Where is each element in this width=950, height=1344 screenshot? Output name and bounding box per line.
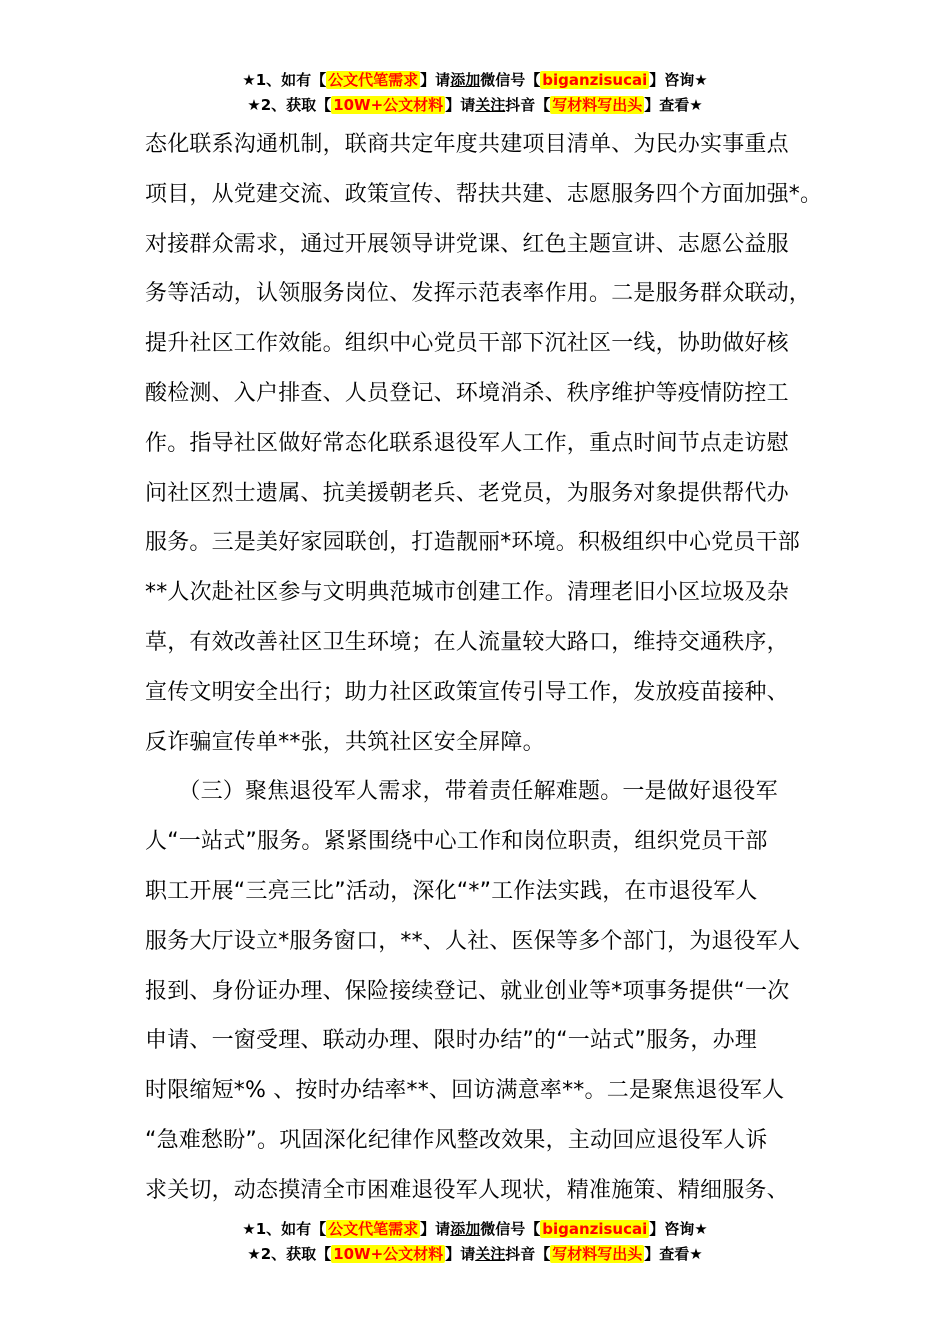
banner-text: ★1、如有【 [242,1220,327,1238]
footer-banner-line-1 [0,1217,950,1242]
body-line: 项目，从党建交流、政策宣传、帮扶共建、志愿服务四个方面加强*。 [145,181,823,207]
banner-highlight: 写材料写出头 [552,1245,643,1263]
banner-text: 抖音【 [505,96,551,114]
banner-text: 微信号【 [480,1220,541,1238]
body-line: 服务。三是美好家园联创，打造靓丽*环境。积极组织中心党员干部 [145,530,801,556]
body-line: 问社区烈士遗属、抗美援朝老兵、老党员，为服务对象提供帮代办 [145,480,789,506]
body-line: （三）聚焦退役军人需求，带着责任解难题。一是做好退役军 [145,779,778,805]
banner-highlight: 公文代笔需求 [328,71,419,89]
body-line: 对接群众需求，通过开展领导讲党课、红色主题宣讲、志愿公益服 [145,231,789,257]
banner-text: ★1、如有【 [242,71,327,89]
header-banner [0,68,950,118]
banner-text: 】咨询★ [649,1220,708,1238]
body-line: 反诈骗宣传单**张，共筑社区安全屏障。 [145,729,545,755]
banner-underline: 添加 [450,1220,481,1238]
body-line: 服务大厅设立*服务窗口，**、人社、医保等多个部门，为退役军人 [145,928,801,954]
body-line: 职工开展“三亮三比”活动，深化“*”工作法实践，在市退役军人 [145,878,758,904]
header-banner-line-1 [0,68,950,93]
banner-highlight: 10W+公文材料 [333,1245,444,1263]
body-line: 时限缩短*% 、按时办结率**、回访满意率**。二是聚焦退役军人 [145,1078,785,1104]
banner-text: 】请 [420,71,451,89]
body-line: 务等活动，认领服务岗位、发挥示范表率作用。二是服务群众联动， [145,281,812,307]
body-line: 作。指导社区做好常态化联系退役军人工作，重点时间节点走访慰 [145,430,789,456]
banner-text: 抖音【 [505,1245,551,1263]
banner-text: 微信号【 [480,71,541,89]
banner-text: 】查看★ [644,1245,703,1263]
banner-text: ★2、获取【 [247,1245,332,1263]
body-line: **人次赴社区参与文明典范城市创建工作。清理老旧小区垃圾及杂 [145,580,790,606]
body-line: 申请、一窗受理、联动办理、限时办结”的“一站式”服务，办理 [145,1028,757,1054]
body-line: 宣传文明安全出行；助力社区政策宣传引导工作，发放疫苗接种、 [145,679,789,705]
body-line: 酸检测、入户排查、人员登记、环境消杀、秩序维护等疫情防控工 [145,380,789,406]
banner-text: 】请 [445,1245,476,1263]
banner-text: 】请 [445,96,476,114]
banner-highlight: 10W+公文材料 [333,96,444,114]
footer-banner [0,1217,950,1267]
banner-text: ★2、获取【 [247,96,332,114]
banner-underline: 关注 [475,96,506,114]
body-line: 报到、身份证办理、保险接续登记、就业创业等*项事务提供“一次 [145,978,790,1004]
banner-highlight: biganzisucai [542,71,648,89]
document-body [145,120,845,1216]
body-line: 态化联系沟通机制，联商共定年度共建项目清单、为民办实事重点 [145,132,789,157]
banner-underline: 添加 [450,71,481,89]
banner-highlight: biganzisucai [542,1220,648,1238]
footer-banner-line-2 [0,1242,950,1267]
body-line: 草，有效改善社区卫生环境；在人流量较大路口，维持交通秩序， [145,629,789,655]
banner-highlight: 公文代笔需求 [328,1220,419,1238]
banner-text: 】查看★ [644,96,703,114]
body-line: 提升社区工作效能。组织中心党员干部下沉社区一线，协助做好核 [145,331,789,357]
body-line: 求关切，动态摸清全市困难退役军人现状，精准施策、精细服务、 [145,1177,789,1203]
header-banner-line-2 [0,93,950,118]
banner-highlight: 写材料写出头 [552,96,643,114]
body-line: “急难愁盼”。巩固深化纪律作风整改效果，主动回应退役军人诉 [145,1127,768,1153]
body-line: 人“一站式”服务。紧紧围绕中心工作和岗位职责，组织党员干部 [145,829,768,855]
banner-text: 】请 [420,1220,451,1238]
banner-text: 】咨询★ [649,71,708,89]
banner-underline: 关注 [475,1245,506,1263]
